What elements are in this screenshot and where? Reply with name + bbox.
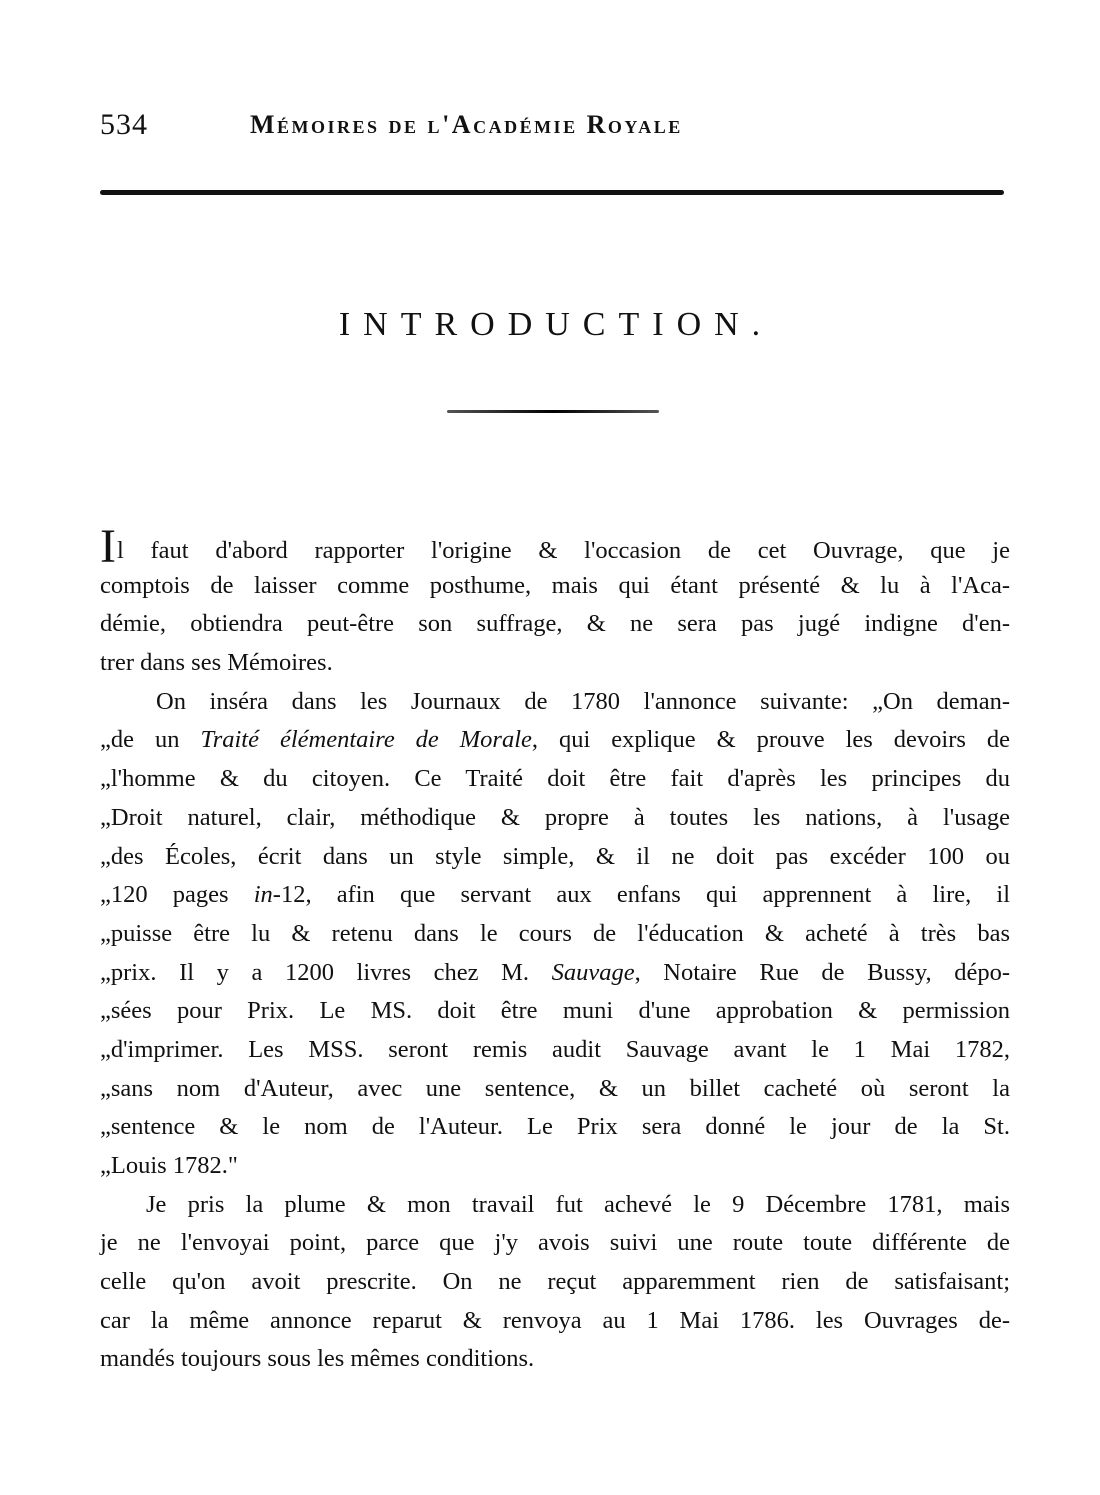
text-line: Il faut d'abord rapporter l'origine & l'occasion de cet Ouvrage, que je <box>100 520 1010 573</box>
text-line: On inséra dans les Journaux de 1780 l'annonce suivante: „On deman- <box>156 687 1010 715</box>
text-line: „prix. Il y a 1200 livres chez M. Sauvage, Notaire Rue de Bussy, dépo- <box>100 958 1010 986</box>
running-head <box>100 108 1004 148</box>
chapter-title: INTRODUCTION. <box>338 306 774 343</box>
text-line: Je pris la plume & mon travail fut achevé le 9 Décembre 1781, mais <box>146 1190 1010 1218</box>
text-line: je ne l'envoyai point, parce que j'y avois suivi une route toute différente de <box>100 1229 1010 1257</box>
paragraph-3 <box>100 1186 1010 1379</box>
title-ornament-rule <box>447 410 659 413</box>
text-line: celle qu'on avoit prescrite. On ne reçut apparemment rien de satisfaisant; <box>100 1268 1010 1296</box>
text-line: „sans nom d'Auteur, avec une sentence, & un billet cacheté où seront la <box>100 1074 1010 1102</box>
text-line: „de un Traité élémentaire de Morale, qui explique & prouve les devoirs de <box>100 726 1010 754</box>
paragraph-1 <box>100 520 1010 683</box>
paragraph-2 <box>100 683 1010 1186</box>
text-line: „des Écoles, écrit dans un style simple, & il ne doit pas excéder 100 ou <box>100 842 1010 870</box>
text-line: trer dans ses Mémoires. <box>100 649 333 677</box>
text-line: „l'homme & du citoyen. Ce Traité doit être fait d'après les principes du <box>100 765 1010 793</box>
drop-cap: I <box>100 520 116 573</box>
text-line: démie, obtiendra peut-être son suffrage, & ne sera pas jugé indigne d'en- <box>100 610 1010 638</box>
text-line: „sentence & le nom de l'Auteur. Le Prix sera donné le jour de la St. <box>100 1113 1010 1141</box>
body-text <box>100 520 1010 1379</box>
text-line: „120 pages in-12, afin que servant aux enfans qui apprennent à lire, il <box>100 881 1010 909</box>
running-title: Mémoires de l'Académie Royale <box>250 110 683 139</box>
header-rule <box>100 190 1004 195</box>
text-line: „d'imprimer. Les MSS. seront remis audit Sauvage avant le 1 Mai 1782, <box>100 1035 1010 1063</box>
text-line: mandés toujours sous les mêmes conditions. <box>100 1345 535 1373</box>
italic-title: Traité élémentaire de Morale <box>200 726 532 754</box>
text-line: „Droit naturel, clair, méthodique & propre à toutes les nations, à l'usage <box>100 803 1010 831</box>
text-line: „Louis 1782." <box>100 1152 238 1179</box>
page-number: 534 <box>100 108 148 141</box>
text-line: comptois de laisser comme posthume, mais qui étant présenté & lu à l'Aca- <box>100 571 1010 599</box>
italic-name: Sauvage <box>551 958 635 986</box>
text-line: „sées pour Prix. Le MS. doit être muni d'une approbation & permission <box>100 997 1010 1025</box>
text-line: car la même annonce reparut & renvoya au 1 Mai 1786. les Ouvrages de- <box>100 1306 1010 1334</box>
text-line: „puisse être lu & retenu dans le cours de l'éducation & acheté à très bas <box>100 919 1010 947</box>
